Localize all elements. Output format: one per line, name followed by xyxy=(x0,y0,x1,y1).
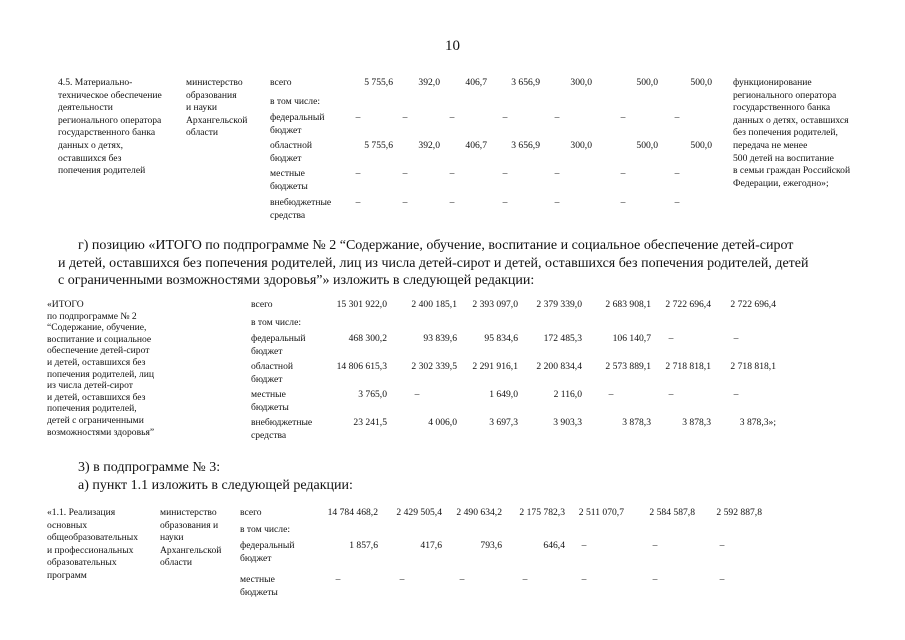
paragraph-subprogram-3: 3) в подпрограмме № 3: xyxy=(78,460,221,475)
executor-text: науки xyxy=(160,532,184,544)
table-cell: – xyxy=(668,389,674,400)
table-cell: 3 878,3 xyxy=(622,417,651,428)
item-text: образовательных xyxy=(47,557,117,569)
table-cell: 500,0 xyxy=(636,77,658,88)
table-cell: – xyxy=(581,574,587,585)
table-cell: 2 393 097,0 xyxy=(472,299,518,310)
row-label: областной xyxy=(270,140,313,151)
result-text: передача не менее xyxy=(733,140,808,151)
row-label: бюджет xyxy=(270,152,302,164)
table-cell: 2 718 818,1 xyxy=(730,361,776,372)
table-cell: – xyxy=(674,197,680,208)
table-cell: – xyxy=(608,389,614,400)
table-cell: 2 379 339,0 xyxy=(536,299,582,310)
row-label: бюджеты xyxy=(240,586,278,598)
row-label: в том числе: xyxy=(270,96,321,107)
paragraph-g-line: с ограниченными возможностями здоровья”» изложить в следующей редакции: xyxy=(58,273,535,288)
executor-text: министерство xyxy=(186,77,243,88)
table-cell: – xyxy=(620,168,626,179)
table-cell: 500,0 xyxy=(690,140,712,151)
table-cell: – xyxy=(522,574,528,585)
table-cell: 2 116,0 xyxy=(553,389,582,400)
table-cell: – xyxy=(554,112,560,123)
result-text: Федерации, ежегодно»; xyxy=(733,177,829,189)
table-cell: – xyxy=(402,168,408,179)
row-label: областной xyxy=(251,361,294,372)
table-cell: – xyxy=(449,112,455,123)
row-label: внебюджетные xyxy=(270,197,332,208)
executor-text: Архангельской xyxy=(186,114,248,126)
table-cell: – xyxy=(502,112,508,123)
item-text: «1.1. Реализация xyxy=(47,507,116,518)
table-cell: 3 697,3 xyxy=(489,417,518,428)
result-text: 500 детей на воспитание xyxy=(733,152,834,164)
row-label: внебюджетные xyxy=(251,417,313,428)
result-text: в семьи граждан Российской xyxy=(733,165,851,177)
row-label: всего xyxy=(251,299,273,310)
item-text: из числа детей-сирот xyxy=(47,380,133,392)
item-text: попечения родителей, лиц xyxy=(47,368,155,380)
item-text: и детей, оставшихся без xyxy=(47,391,146,403)
table-cell: 2 718 818,1 xyxy=(665,361,711,372)
table-cell: – xyxy=(620,197,626,208)
result-text: данных о детях, оставшихся xyxy=(733,114,849,126)
table-cell: – xyxy=(733,333,739,344)
item-text: и детей, оставшихся без xyxy=(47,357,146,368)
table-cell: 793,6 xyxy=(480,540,502,551)
table-cell: 3 878,3»; xyxy=(739,417,776,428)
item-text: обеспечение детей-сирот xyxy=(47,345,150,357)
item-text: основных xyxy=(47,519,88,531)
table-cell: – xyxy=(449,168,455,179)
table-cell: – xyxy=(402,112,408,123)
table-cell: – xyxy=(355,168,361,179)
table-cell: – xyxy=(502,168,508,179)
row-label: федеральный xyxy=(251,333,306,344)
row-label: бюджет xyxy=(240,552,272,564)
paragraph-g-line: и детей, оставшихся без попечения родителей, лиц из числа детей-сирот и детей, оставшихся без попечения родителей, детей xyxy=(58,255,809,271)
item-text: «ИТОГО xyxy=(47,299,84,310)
page-number: 10 xyxy=(445,38,460,54)
item-text: возможностями здоровья” xyxy=(47,426,155,438)
table-cell: 500,0 xyxy=(690,77,712,88)
table-cell: 2 291 916,1 xyxy=(472,361,518,372)
item-text: программ xyxy=(47,570,87,581)
table-cell: – xyxy=(449,197,455,208)
table-cell: – xyxy=(620,112,626,123)
table-cell: 1 857,6 xyxy=(349,540,378,551)
table-cell: 3 878,3 xyxy=(682,417,711,428)
table-cell: – xyxy=(335,574,341,585)
table-cell: 3 656,9 xyxy=(511,140,540,151)
item-text: общеобразовательных xyxy=(47,532,138,544)
table-cell: 417,6 xyxy=(420,540,442,551)
table-cell: 468 300,2 xyxy=(348,333,387,344)
row-label: средства xyxy=(270,209,306,221)
table-cell: 2 683 908,1 xyxy=(605,299,651,310)
table-cell: – xyxy=(554,197,560,208)
table-cell: 2 584 587,8 xyxy=(649,507,695,518)
table-cell: 172 485,3 xyxy=(543,333,582,344)
table-cell: 1 649,0 xyxy=(489,389,518,400)
item-text: детей с ограниченными xyxy=(47,415,144,426)
item-text: оставшихся без xyxy=(58,152,122,164)
table-cell: 5 755,6 xyxy=(364,140,393,151)
executor-text: образования xyxy=(186,89,237,101)
executor-text: и науки xyxy=(186,102,218,114)
table-cell: 646,4 xyxy=(543,540,565,551)
table-cell: 93 839,6 xyxy=(423,333,457,344)
table-cell: 23 241,5 xyxy=(353,417,387,428)
paragraph-g-line: г) позицию «ИТОГО по подпрограмме № 2 “Содержание, обучение, воспитание и социальное обеспечение детей-сирот xyxy=(78,238,794,253)
row-label: бюджет xyxy=(251,345,283,357)
executor-text: области xyxy=(186,127,219,139)
table-cell: – xyxy=(652,574,658,585)
item-text: попечения родителей, xyxy=(47,403,137,415)
row-label: местные xyxy=(251,389,286,400)
table-cell: 2 302 339,5 xyxy=(411,361,457,372)
row-label: бюджеты xyxy=(251,401,289,413)
table-cell: 2 200 834,4 xyxy=(536,361,582,372)
item-text: и профессиональных xyxy=(47,544,134,556)
item-text: 4.5. Материально- xyxy=(58,77,133,88)
table-cell: 14 806 615,3 xyxy=(336,361,387,372)
table-cell: 2 573 889,1 xyxy=(605,361,651,372)
table-cell: 4 006,0 xyxy=(428,417,457,428)
row-label: всего xyxy=(240,507,262,518)
table-cell: 406,7 xyxy=(465,140,487,151)
table-cell: 106 140,7 xyxy=(612,333,651,344)
row-label: всего xyxy=(270,77,292,88)
item-text: по подпрограмме № 2 xyxy=(47,310,137,322)
item-text: воспитание и социальное xyxy=(47,333,152,345)
table-cell: 2 175 782,3 xyxy=(519,507,565,518)
table-cell: 2 400 185,1 xyxy=(411,299,457,310)
table-cell: – xyxy=(399,574,405,585)
row-label: средства xyxy=(251,429,287,441)
item-text: государственного банка xyxy=(58,127,156,139)
table-cell: – xyxy=(719,540,725,551)
row-label: бюджеты xyxy=(270,180,308,192)
table-cell: 300,0 xyxy=(570,140,592,151)
table-cell: 3 903,3 xyxy=(553,417,582,428)
item-text: “Содержание, обучение, xyxy=(47,322,147,334)
item-text: техническое обеспечение xyxy=(58,89,162,101)
item-text: попечения родителей xyxy=(58,165,146,177)
table-cell: 3 656,9 xyxy=(511,77,540,88)
table-cell: – xyxy=(668,333,674,344)
result-text: государственного банка xyxy=(733,102,831,114)
executor-text: области xyxy=(160,557,193,569)
item-text: регионального оператора xyxy=(58,114,162,126)
table-cell: 14 784 468,2 xyxy=(327,507,378,518)
result-text: регионального оператора xyxy=(733,89,837,101)
table-cell: 3 765,0 xyxy=(358,389,387,400)
table-cell: – xyxy=(674,112,680,123)
table-cell: 15 301 922,0 xyxy=(336,299,387,310)
table-cell: – xyxy=(581,540,587,551)
table-cell: – xyxy=(459,574,465,585)
item-text: данных о детях, xyxy=(58,140,124,151)
table-cell: 500,0 xyxy=(636,140,658,151)
table-cell: 2 592 887,8 xyxy=(716,507,762,518)
table-cell: – xyxy=(733,389,739,400)
row-label: в том числе: xyxy=(251,317,302,328)
row-label: бюджет xyxy=(251,373,283,385)
table-cell: 5 755,6 xyxy=(364,77,393,88)
table-cell: 95 834,6 xyxy=(484,333,518,344)
table-cell: – xyxy=(355,112,361,123)
table-cell: 2 722 696,4 xyxy=(730,299,776,310)
row-label: в том числе: xyxy=(240,524,291,535)
table-cell: – xyxy=(554,168,560,179)
table-cell: – xyxy=(502,197,508,208)
table-cell: 406,7 xyxy=(465,77,487,88)
executor-text: Архангельской xyxy=(160,544,222,556)
table-cell: 2 490 634,2 xyxy=(456,507,502,518)
row-label: бюджет xyxy=(270,124,302,136)
table-cell: 392,0 xyxy=(418,77,440,88)
table-cell: 2 429 505,4 xyxy=(396,507,442,518)
result-text: функционирование xyxy=(733,77,812,88)
executor-text: образования и xyxy=(160,519,219,531)
row-label: федеральный xyxy=(270,112,325,123)
table-cell: 392,0 xyxy=(418,140,440,151)
row-label: местные xyxy=(270,168,305,179)
table-cell: – xyxy=(674,168,680,179)
item-text: деятельности xyxy=(58,102,113,114)
table-cell: – xyxy=(719,574,725,585)
row-label: федеральный xyxy=(240,540,295,551)
result-text: без попечения родителей, xyxy=(733,127,838,139)
table-cell: 300,0 xyxy=(570,77,592,88)
executor-text: министерство xyxy=(160,507,217,518)
table-cell: – xyxy=(652,540,658,551)
paragraph-item-a: а) пункт 1.1 изложить в следующей редакции: xyxy=(78,478,353,493)
table-cell: – xyxy=(414,389,420,400)
table-cell: 2 722 696,4 xyxy=(665,299,711,310)
table-cell: 2 511 070,7 xyxy=(578,507,624,518)
table-cell: – xyxy=(355,197,361,208)
table-cell: – xyxy=(402,197,408,208)
row-label: местные xyxy=(240,574,275,585)
